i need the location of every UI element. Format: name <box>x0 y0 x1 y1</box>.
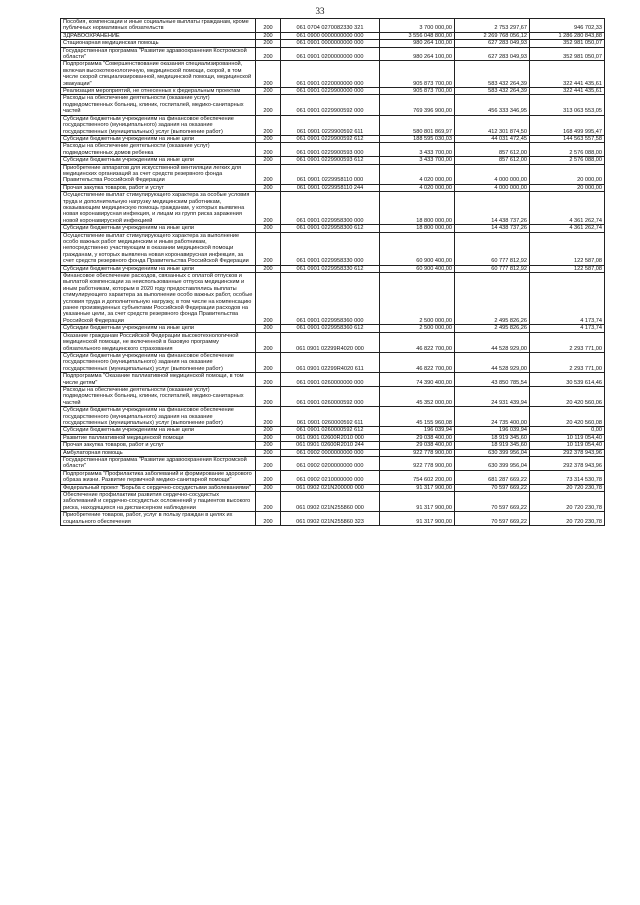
row-remainder: 2 293 771,00 <box>530 352 605 372</box>
row-kbk: 061 0901 0229900593 612 <box>281 157 380 164</box>
row-name: Расходы на обеспечение деятельности (оказание услуг) подведомственных больниц, клиник, госпиталей, медико-санитарных частей <box>61 95 256 115</box>
row-code: 200 <box>256 164 281 184</box>
row-executed: 2 495 826,26 <box>455 273 530 325</box>
table-row <box>61 40 605 47</box>
row-code: 200 <box>256 352 281 372</box>
table-row <box>61 95 605 115</box>
budget-table-body <box>61 19 605 526</box>
row-approved: 91 317 900,00 <box>380 484 455 491</box>
table-row <box>61 484 605 491</box>
row-kbk: 061 0902 0000000000 000 <box>281 449 380 456</box>
row-approved: 905 873 700,00 <box>380 88 455 95</box>
row-approved: 4 020 000,00 <box>380 164 455 184</box>
row-code: 200 <box>256 192 281 225</box>
row-code: 200 <box>256 512 281 526</box>
row-kbk: 061 0901 0260000592 000 <box>281 386 380 406</box>
row-approved: 29 038 400,00 <box>380 442 455 449</box>
row-executed: 18 919 345,60 <box>455 434 530 441</box>
table-row <box>61 61 605 88</box>
row-code: 200 <box>256 427 281 434</box>
row-code: 200 <box>256 61 281 88</box>
row-remainder: 4 361 262,74 <box>530 225 605 232</box>
row-remainder: 2 293 771,00 <box>530 332 605 352</box>
row-kbk: 061 0901 0220000000 000 <box>281 61 380 88</box>
row-approved: 46 822 700,00 <box>380 332 455 352</box>
table-row <box>61 232 605 265</box>
table-row <box>61 442 605 449</box>
row-approved: 3 433 700,00 <box>380 157 455 164</box>
row-approved: 769 396 900,00 <box>380 95 455 115</box>
row-remainder: 292 378 943,96 <box>530 449 605 456</box>
table-row <box>61 32 605 39</box>
row-executed: 627 283 049,93 <box>455 47 530 61</box>
table-row <box>61 184 605 191</box>
row-approved: 754 602 200,00 <box>380 470 455 484</box>
row-name: Осуществление выплат стимулирующего характера за особые условия труда и дополнительную нагрузку медицинским работникам, оказывающим медицинскую помощь гражданам, у которых выявлена новая коронавирусная инфекция, и лицам из групп риска заражения новой коронавирусной инфекцией <box>61 192 256 225</box>
row-kbk: 061 0901 0260000000 000 <box>281 373 380 387</box>
row-executed: 44 031 472,45 <box>455 135 530 142</box>
row-code: 200 <box>256 135 281 142</box>
row-executed: 2 753 297,67 <box>455 19 530 33</box>
row-approved: 74 390 400,00 <box>380 373 455 387</box>
budget-table <box>60 18 605 526</box>
row-name: Государственная программа "Развитие здравоохранения Костромской области" <box>61 457 256 471</box>
row-kbk: 061 0901 02600R2010 244 <box>281 442 380 449</box>
table-row <box>61 143 605 157</box>
row-kbk: 061 0901 0229958300 000 <box>281 192 380 225</box>
table-row <box>61 373 605 387</box>
row-kbk: 061 0901 0260000592 611 <box>281 407 380 427</box>
row-code: 200 <box>256 184 281 191</box>
row-approved: 980 264 100,00 <box>380 47 455 61</box>
table-row <box>61 470 605 484</box>
row-name: Субсидии бюджетным учреждениям на иные цели <box>61 265 256 272</box>
row-code: 200 <box>256 95 281 115</box>
row-kbk: 061 0901 0260000592 612 <box>281 427 380 434</box>
row-name: Субсидии бюджетным учреждениям на иные цели <box>61 325 256 332</box>
row-code: 200 <box>256 449 281 456</box>
table-row <box>61 164 605 184</box>
row-approved: 91 317 900,00 <box>380 492 455 512</box>
row-remainder: 20 420 560,06 <box>530 386 605 406</box>
row-executed: 44 528 929,00 <box>455 352 530 372</box>
row-approved: 580 801 869,97 <box>380 115 455 135</box>
row-approved: 980 264 100,00 <box>380 40 455 47</box>
row-remainder: 122 587,08 <box>530 232 605 265</box>
table-row <box>61 135 605 142</box>
row-remainder: 4 173,74 <box>530 325 605 332</box>
row-name: Субсидии бюджетным учреждениям на иные цели <box>61 135 256 142</box>
row-name: Подпрограмма "Совершенствование оказания специализированной, включая высокотехнологичную, медицинской помощи, скорой, в том числе скорой специализированной, медицинской помощи, медицинской эвакуации" <box>61 61 256 88</box>
row-kbk: 061 0900 0000000000 000 <box>281 32 380 39</box>
row-remainder: 144 563 557,58 <box>530 135 605 142</box>
row-remainder: 20 420 560,08 <box>530 407 605 427</box>
table-row <box>61 449 605 456</box>
row-executed: 70 597 669,22 <box>455 512 530 526</box>
row-remainder: 4 173,74 <box>530 273 605 325</box>
row-code: 200 <box>256 325 281 332</box>
row-name: ЗДРАВООХРАНЕНИЕ <box>61 32 256 39</box>
table-row <box>61 157 605 164</box>
row-kbk: 061 0901 0229900592 612 <box>281 135 380 142</box>
row-code: 200 <box>256 19 281 33</box>
row-remainder: 1 286 280 843,88 <box>530 32 605 39</box>
row-approved: 18 800 000,00 <box>380 192 455 225</box>
row-remainder: 2 576 088,00 <box>530 157 605 164</box>
row-remainder: 168 499 995,47 <box>530 115 605 135</box>
row-name: Реализация мероприятий, не отнесенных к федеральным проектам <box>61 88 256 95</box>
row-kbk: 061 0901 0229958330 000 <box>281 232 380 265</box>
row-remainder: 20 720 230,78 <box>530 512 605 526</box>
row-code: 200 <box>256 265 281 272</box>
row-name: Субсидии бюджетным учреждениям на иные цели <box>61 157 256 164</box>
row-remainder: 30 539 614,46 <box>530 373 605 387</box>
table-row <box>61 492 605 512</box>
row-kbk: 061 0901 0229900000 000 <box>281 88 380 95</box>
row-executed: 583 432 264,39 <box>455 61 530 88</box>
row-approved: 45 352 000,00 <box>380 386 455 406</box>
row-executed: 60 777 812,92 <box>455 265 530 272</box>
row-name: Приобретение товаров, работ, услуг в пользу граждан в целях их социального обеспечения <box>61 512 256 526</box>
row-approved: 196 039,94 <box>380 427 455 434</box>
row-executed: 44 528 929,00 <box>455 332 530 352</box>
row-name: Приобретение аппаратов для искусственной вентиляции легких для медицинских организаций за счет средств резервного фонда Правительства Российской Федерации <box>61 164 256 184</box>
row-kbk: 061 0901 0000000000 000 <box>281 40 380 47</box>
row-kbk: 061 0901 0229958300 612 <box>281 225 380 232</box>
row-approved: 3 700 000,00 <box>380 19 455 33</box>
row-remainder: 2 576 088,00 <box>530 143 605 157</box>
row-executed: 14 438 737,26 <box>455 225 530 232</box>
row-approved: 29 038 400,00 <box>380 434 455 441</box>
row-name: Финансовое обеспечение расходов, связанных с оплатой отпусков и выплатой компенсации за неиспользованные отпуска медицинским и иным работникам, которым в 2020 году предоставлялись выплаты стимулирующего характера за выполнение особо важных работ, особые условия труда и дополнительную нагрузку, в том числе на компенсацию ранее произведенных субъектами Российской Федерации расходов на указанные цели, за счет средств резервного фонда Правительства Российской Федерации <box>61 273 256 325</box>
row-approved: 922 778 900,00 <box>380 457 455 471</box>
row-name: Пособия, компенсации и иные социальные выплаты гражданам, кроме публичных нормативных обязательств <box>61 19 256 33</box>
row-kbk: 061 0901 0229900592 000 <box>281 95 380 115</box>
table-row <box>61 88 605 95</box>
row-executed: 583 432 264,39 <box>455 88 530 95</box>
row-name: Субсидии бюджетным учреждениям на иные цели <box>61 225 256 232</box>
row-name: Государственная программа "Развитие здравоохранения Костромской области" <box>61 47 256 61</box>
table-row <box>61 265 605 272</box>
row-remainder: 20 000,00 <box>530 164 605 184</box>
row-kbk: 061 0901 0229958360 612 <box>281 325 380 332</box>
table-row <box>61 325 605 332</box>
row-approved: 45 155 960,08 <box>380 407 455 427</box>
row-executed: 70 597 669,22 <box>455 484 530 491</box>
row-kbk: 061 0902 021N255860 000 <box>281 492 380 512</box>
row-code: 200 <box>256 373 281 387</box>
row-executed: 630 399 956,04 <box>455 457 530 471</box>
row-remainder: 946 702,33 <box>530 19 605 33</box>
row-name: Субсидии бюджетным учреждениям на финансовое обеспечение государственного (муниципального) задания на оказание государственных (муниципальных) услуг (выполнение работ) <box>61 407 256 427</box>
row-code: 200 <box>256 47 281 61</box>
row-name: Федеральный проект "Борьба с сердечно-сосудистыми заболеваниями" <box>61 484 256 491</box>
row-approved: 922 778 900,00 <box>380 449 455 456</box>
row-code: 200 <box>256 115 281 135</box>
row-approved: 4 020 000,00 <box>380 184 455 191</box>
row-kbk: 061 0901 02299R4020 611 <box>281 352 380 372</box>
row-kbk: 061 0901 0229900593 000 <box>281 143 380 157</box>
row-remainder: 292 378 943,96 <box>530 457 605 471</box>
row-executed: 4 000 000,00 <box>455 184 530 191</box>
row-approved: 18 800 000,00 <box>380 225 455 232</box>
row-remainder: 20 720 230,78 <box>530 484 605 491</box>
table-row <box>61 115 605 135</box>
row-code: 200 <box>256 492 281 512</box>
table-row <box>61 512 605 526</box>
row-remainder: 352 981 050,07 <box>530 47 605 61</box>
row-executed: 196 039,94 <box>455 427 530 434</box>
row-approved: 905 873 700,00 <box>380 61 455 88</box>
row-executed: 627 283 049,93 <box>455 40 530 47</box>
row-code: 200 <box>256 40 281 47</box>
row-remainder: 322 441 435,61 <box>530 88 605 95</box>
row-remainder: 20 000,00 <box>530 184 605 191</box>
table-row <box>61 352 605 372</box>
row-name: Стационарная медицинская помощь <box>61 40 256 47</box>
row-executed: 456 333 346,95 <box>455 95 530 115</box>
row-kbk: 061 0902 021N255860 323 <box>281 512 380 526</box>
row-code: 200 <box>256 407 281 427</box>
row-executed: 857 612,00 <box>455 143 530 157</box>
row-code: 200 <box>256 386 281 406</box>
row-kbk: 061 0901 0229958330 612 <box>281 265 380 272</box>
row-kbk: 061 0901 0229958360 000 <box>281 273 380 325</box>
row-remainder: 313 063 553,05 <box>530 95 605 115</box>
row-executed: 2 269 768 056,12 <box>455 32 530 39</box>
row-name: Субсидии бюджетным учреждениям на иные цели <box>61 427 256 434</box>
page-number: 33 <box>315 6 325 16</box>
row-executed: 24 735 400,00 <box>455 407 530 427</box>
row-code: 200 <box>256 225 281 232</box>
row-approved: 91 317 900,00 <box>380 512 455 526</box>
table-row <box>61 225 605 232</box>
table-row <box>61 192 605 225</box>
row-code: 200 <box>256 442 281 449</box>
table-row <box>61 427 605 434</box>
row-code: 200 <box>256 457 281 471</box>
row-name: Обеспечение профилактики развития сердечно-сосудистых заболеваний и сердечно-сосудистых осложнений у пациентов высокого риска, находящихся на диспансерном наблюдении <box>61 492 256 512</box>
row-executed: 4 000 000,00 <box>455 164 530 184</box>
row-code: 200 <box>256 484 281 491</box>
row-remainder: 322 441 435,61 <box>530 61 605 88</box>
row-approved: 46 822 700,00 <box>380 352 455 372</box>
row-executed: 18 919 345,60 <box>455 442 530 449</box>
row-remainder: 122 587,08 <box>530 265 605 272</box>
row-name: Развитие паллиативной медицинской помощи <box>61 434 256 441</box>
row-kbk: 061 0902 0200000000 000 <box>281 457 380 471</box>
row-executed: 24 931 439,94 <box>455 386 530 406</box>
table-row <box>61 332 605 352</box>
row-executed: 630 399 956,04 <box>455 449 530 456</box>
row-approved: 3 556 048 800,00 <box>380 32 455 39</box>
row-code: 200 <box>256 232 281 265</box>
row-code: 200 <box>256 88 281 95</box>
row-executed: 412 301 874,50 <box>455 115 530 135</box>
row-code: 200 <box>256 470 281 484</box>
row-approved: 3 433 700,00 <box>380 143 455 157</box>
row-executed: 60 777 812,92 <box>455 232 530 265</box>
row-executed: 43 850 785,54 <box>455 373 530 387</box>
row-executed: 857 612,00 <box>455 157 530 164</box>
row-remainder: 0,00 <box>530 427 605 434</box>
row-name: Прочая закупка товаров, работ и услуг <box>61 442 256 449</box>
row-remainder: 352 981 050,07 <box>530 40 605 47</box>
row-kbk: 061 0901 0200000000 000 <box>281 47 380 61</box>
row-kbk: 061 0901 0229958110 000 <box>281 164 380 184</box>
row-kbk: 061 0901 0229900592 611 <box>281 115 380 135</box>
row-name: Расходы на обеспечение деятельности (оказание услуг) подведомственных домов ребенка <box>61 143 256 157</box>
row-remainder: 4 361 262,74 <box>530 192 605 225</box>
row-name: Амбулаторная помощь <box>61 449 256 456</box>
row-name: Осуществление выплат стимулирующего характера за выполнение особо важных работ медицинским и иным работникам, непосредственно участвующим в оказании медицинской помощи гражданам, у которых выявлена новая коронавирусная инфекция, за счет средств резервного фонда Правительства Российской Федерации <box>61 232 256 265</box>
row-code: 200 <box>256 32 281 39</box>
row-remainder: 73 314 530,78 <box>530 470 605 484</box>
row-kbk: 061 0704 0270082330 321 <box>281 19 380 33</box>
row-approved: 60 900 400,00 <box>380 232 455 265</box>
row-kbk: 061 0901 0229958110 244 <box>281 184 380 191</box>
row-code: 200 <box>256 143 281 157</box>
row-approved: 188 595 030,03 <box>380 135 455 142</box>
table-row <box>61 434 605 441</box>
row-name: Оказание гражданам Российской Федерации высокотехнологичной медицинской помощи, не включенной в базовую программу обязательного медицинского страхования <box>61 332 256 352</box>
row-name: Расходы на обеспечение деятельности (оказание услуг) подведомственных больниц, клиник, госпиталей, медико-санитарных частей <box>61 386 256 406</box>
row-approved: 2 500 000,00 <box>380 325 455 332</box>
row-kbk: 061 0901 02600R2010 000 <box>281 434 380 441</box>
row-kbk: 061 0902 021N200000 000 <box>281 484 380 491</box>
row-kbk: 061 0901 02299R4020 000 <box>281 332 380 352</box>
row-name: Подпрограмма "Оказание паллиативной медицинской помощи, в том числе детям" <box>61 373 256 387</box>
table-row <box>61 47 605 61</box>
row-name: Подпрограмма "Профилактика заболеваний и формирование здорового образа жизни. Развитие первичной медико-санитарной помощи" <box>61 470 256 484</box>
row-name: Субсидии бюджетным учреждениям на финансовое обеспечение государственного (муниципального) задания на оказание государственных (муниципальных) услуг (выполнение работ) <box>61 115 256 135</box>
row-name: Прочая закупка товаров, работ и услуг <box>61 184 256 191</box>
row-remainder: 10 119 054,40 <box>530 434 605 441</box>
row-approved: 2 500 000,00 <box>380 273 455 325</box>
row-code: 200 <box>256 157 281 164</box>
row-name: Субсидии бюджетным учреждениям на финансовое обеспечение государственного (муниципального) задания на оказание государственных (муниципальных) услуг (выполнение работ) <box>61 352 256 372</box>
row-executed: 70 597 669,22 <box>455 492 530 512</box>
row-executed: 681 287 669,22 <box>455 470 530 484</box>
row-approved: 60 900 400,00 <box>380 265 455 272</box>
row-executed: 14 438 737,26 <box>455 192 530 225</box>
row-code: 200 <box>256 332 281 352</box>
row-kbk: 061 0902 0210000000 000 <box>281 470 380 484</box>
table-row <box>61 457 605 471</box>
row-executed: 2 495 826,26 <box>455 325 530 332</box>
row-remainder: 10 119 054,40 <box>530 442 605 449</box>
table-row <box>61 273 605 325</box>
table-row <box>61 19 605 33</box>
row-remainder: 20 720 230,78 <box>530 492 605 512</box>
row-code: 200 <box>256 273 281 325</box>
table-row <box>61 407 605 427</box>
row-code: 200 <box>256 434 281 441</box>
table-row <box>61 386 605 406</box>
